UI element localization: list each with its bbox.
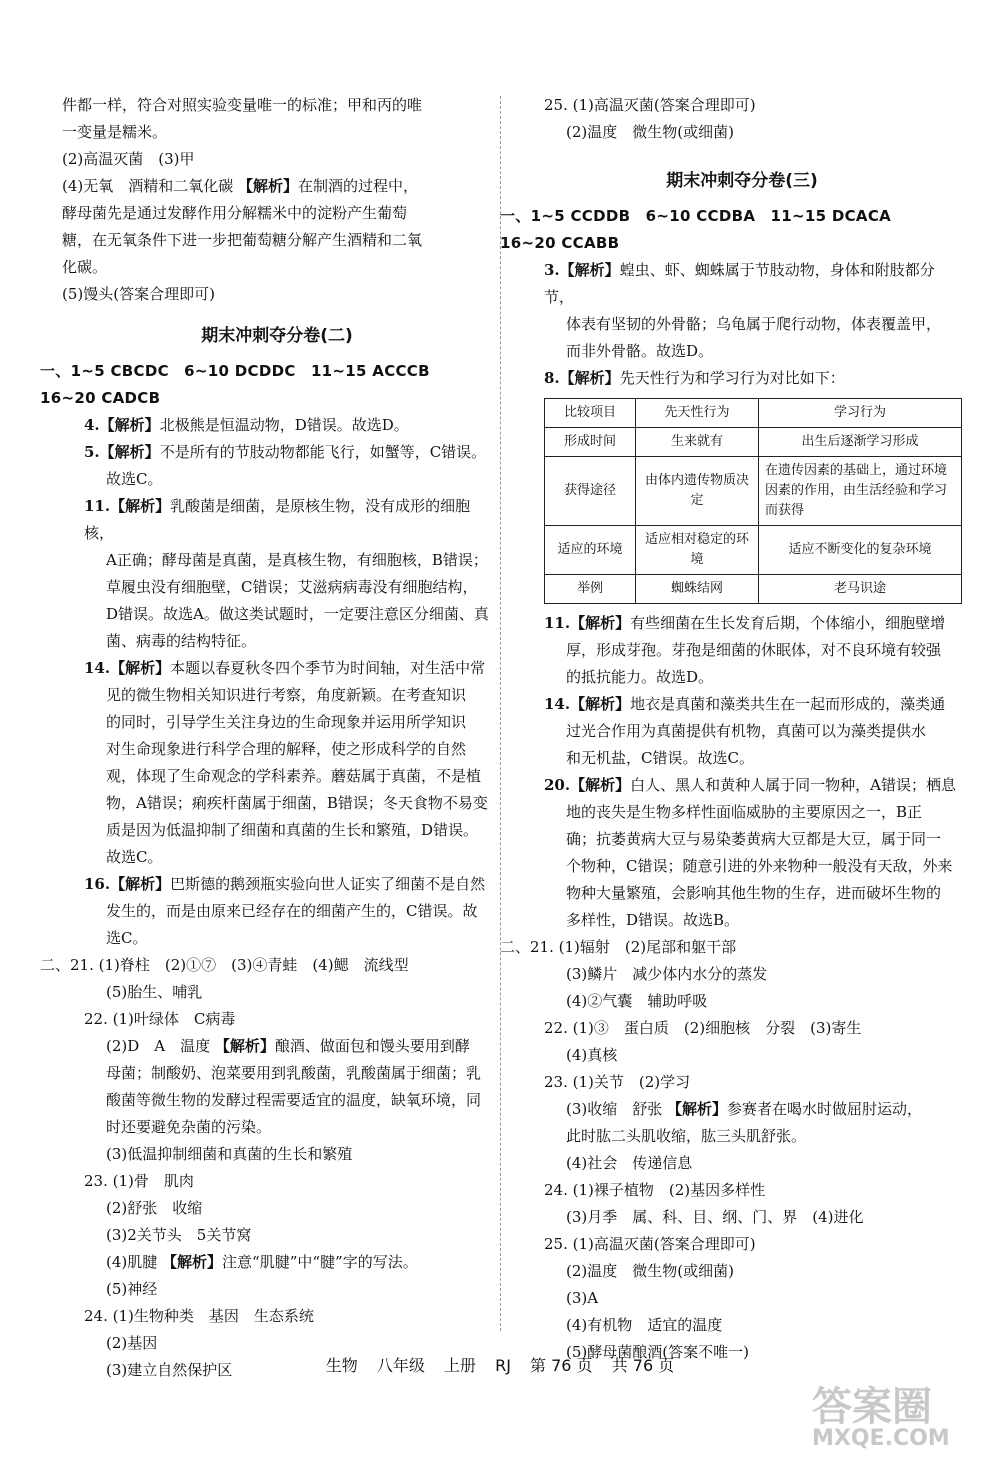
text-line: 化碳。 bbox=[62, 258, 108, 276]
table-cell: 获得途径 bbox=[545, 457, 636, 526]
text-line: 厚，形成芽孢。芽孢是细菌的休眠体，对不良环境有较强 bbox=[566, 641, 942, 659]
text-line: 时还要避免杂菌的污染。 bbox=[106, 1118, 272, 1136]
table-header: 学习行为 bbox=[759, 399, 962, 428]
text-line: (5)神经 bbox=[106, 1280, 158, 1298]
table-header: 比较项目 bbox=[545, 399, 636, 428]
answer-24: 24. (1)生物种类 基因 生态系统 bbox=[84, 1307, 314, 1325]
text-line: 的抵抗能力。故选D。 bbox=[566, 668, 714, 686]
text-line: 酸菌等微生物的发酵过程需要适宜的温度，缺氧环境，同 bbox=[106, 1091, 482, 1109]
table-cell: 老马识途 bbox=[759, 575, 962, 604]
text-line: (5)胎生、哺乳 bbox=[106, 983, 203, 1001]
table-row bbox=[545, 575, 962, 604]
text-line: 质是因为低温抑制了细菌和真菌的生长和繁殖，D错误。 bbox=[106, 821, 479, 839]
text-line: 而非外骨骼。故选D。 bbox=[566, 342, 714, 360]
watermark-url: MXQE.COM bbox=[812, 1426, 950, 1451]
text-line: (4)真核 bbox=[566, 1046, 618, 1064]
text-line: 地的丧失是生物多样性面临威胁的主要原因之一，B正 bbox=[566, 803, 923, 821]
text-line: (3)月季 属、科、目、纲、门、界 (4)进化 bbox=[566, 1208, 864, 1226]
answer-23: 23. (1)关节 (2)学习 bbox=[544, 1073, 691, 1091]
table-cell: 适应相对稳定的环境 bbox=[636, 526, 759, 575]
text-line: 故选C。 bbox=[106, 848, 163, 866]
table-cell: 在遗传因素的基础上，通过环境因素的作用，由生活经验和学习而获得 bbox=[759, 457, 962, 526]
text-line: (2)舒张 收缩 bbox=[106, 1199, 203, 1217]
text-line: 观，体现了生命观念的学科素养。蘑菇属于真菌，不是植 bbox=[106, 767, 482, 785]
text-line: 菌、病毒的结构特征。 bbox=[106, 632, 257, 650]
text-line: (4)有机物 适宜的温度 bbox=[566, 1316, 723, 1334]
comparison-table bbox=[544, 398, 962, 604]
answer-25: 25. (1)高温灭菌(答案合理即可) bbox=[544, 96, 756, 114]
footer-grade: 八年级 bbox=[376, 1356, 425, 1375]
text-line: (4)无氧 酒精和二氧化碳 【解析】在制酒的过程中， bbox=[62, 177, 419, 195]
answer-14: 14.【解析】地衣是真菌和藻类共生在一起而形成的，藻类通 bbox=[544, 695, 946, 713]
answer-25: 25. (1)高温灭菌(答案合理即可) bbox=[544, 1235, 756, 1253]
text-line: (5)馒头(答案合理即可) bbox=[62, 285, 215, 303]
text-line: 的同时，引导学生关注身边的生命现象并运用所学知识 bbox=[106, 713, 467, 731]
text-line: 体表有坚韧的外骨骼；乌龟属于爬行动物，体表覆盖甲， bbox=[566, 315, 942, 333]
analysis-tag: 【解析】 bbox=[238, 177, 299, 195]
right-column bbox=[500, 92, 962, 1366]
text-line: 酵母菌先是通过发酵作用分解糯米中的淀粉产生葡萄 bbox=[62, 204, 408, 222]
text-line: 此时肱二头肌收缩，肱三头肌舒张。 bbox=[566, 1127, 807, 1145]
answer-8: 8.【解析】先天性行为和学习行为对比如下： bbox=[544, 369, 845, 387]
text-line: 故选C。 bbox=[106, 470, 163, 488]
left-column bbox=[40, 92, 492, 1384]
text-line: (2)D A 温度 【解析】酿酒、做面包和馒头要用到酵 bbox=[106, 1037, 470, 1055]
text-line: (2)高温灭菌 (3)甲 bbox=[62, 150, 195, 168]
table-row bbox=[545, 526, 962, 575]
text-line: 多样性，D错误。故选B。 bbox=[566, 911, 740, 929]
text-line: 一变量是糯米。 bbox=[62, 123, 168, 141]
text-line: 个物种，C错误；随意引进的外来物种一般没有天敌，外来 bbox=[566, 857, 953, 875]
text-line: (2)基因 bbox=[106, 1334, 158, 1352]
text-line: D错误。故选A。做这类试题时，一定要注意区分细菌、真 bbox=[106, 605, 489, 623]
text-line: (3)A bbox=[566, 1289, 599, 1307]
page-footer bbox=[0, 1353, 1000, 1376]
watermark-text: 答案圈 bbox=[812, 1384, 932, 1430]
table-cell: 出生后逐渐学习形成 bbox=[759, 428, 962, 457]
answer-11: 11.【解析】有些细菌在生长发育后期，个体缩小，细胞壁增 bbox=[544, 614, 946, 632]
text-line: 物种大量繁殖，会影响其他生物的生存，进而破坏生物的 bbox=[566, 884, 942, 902]
answer-21: 二、21. (1)脊柱 (2)①⑦ (3)④青蛙 (4)鳃 流线型 bbox=[40, 956, 409, 974]
text-line: (5)酵母菌酿酒(答案不唯一) bbox=[566, 1343, 749, 1361]
answer-22: 22. (1)叶绿体 C病毒 bbox=[84, 1010, 236, 1028]
footer-edition: RJ bbox=[495, 1356, 511, 1375]
text-line: 和无机盐，C错误。故选C。 bbox=[566, 749, 754, 767]
table-row bbox=[545, 457, 962, 526]
text-line: (3)2关节头 5关节窝 bbox=[106, 1226, 252, 1244]
answer-11: 11.【解析】乳酸菌是细菌，是原核生物，没有成形的细胞核， bbox=[84, 497, 471, 542]
answer-20: 20.【解析】白人、黑人和黄种人属于同一物种，A错误；栖息 bbox=[544, 776, 956, 794]
column-divider bbox=[500, 96, 501, 1331]
text-line: (4)社会 传递信息 bbox=[566, 1154, 693, 1172]
choice-answers: 一、1~5 CCDDB 6~10 CCDBA 11~15 DCACA 16~20 CCABB bbox=[500, 207, 907, 252]
text-line: 草履虫没有细胞壁，C错误；艾滋病病毒没有细胞结构， bbox=[106, 578, 478, 596]
table-header: 先天性行为 bbox=[636, 399, 759, 428]
text-line: 确；抗萎黄病大豆与易染萎黄病大豆都是大豆，属于同一 bbox=[566, 830, 942, 848]
answer-4: 4.【解析】北极熊是恒温动物，D错误。故选D。 bbox=[84, 416, 409, 434]
text-line: 母菌；制酸奶、泡菜要用到乳酸菌，乳酸菌属于细菌；乳 bbox=[106, 1064, 482, 1082]
answer-24: 24. (1)裸子植物 (2)基因多样性 bbox=[544, 1181, 766, 1199]
section-title: 期末冲刺夺分卷(三) bbox=[666, 171, 818, 191]
answer-22: 22. (1)③ 蛋白质 (2)细胞核 分裂 (3)寄生 bbox=[544, 1019, 862, 1037]
text-line: (3)收缩 舒张 【解析】参赛者在喝水时做屈肘运动， bbox=[566, 1100, 923, 1118]
text-line: (2)温度 微生物(或细菌) bbox=[566, 123, 734, 141]
text-line: (4)②气囊 辅助呼吸 bbox=[566, 992, 708, 1010]
table-cell: 生来就有 bbox=[636, 428, 759, 457]
footer-total: 共 76 页 bbox=[611, 1356, 675, 1375]
table-cell: 形成时间 bbox=[545, 428, 636, 457]
text-line: 选C。 bbox=[106, 929, 148, 947]
text-line: (3)鳞片 减少体内水分的蒸发 bbox=[566, 965, 768, 983]
answer-3: 3.【解析】蝗虫、虾、蜘蛛属于节肢动物，身体和附肢都分节， bbox=[544, 261, 935, 306]
text-line: (3)低温抑制细菌和真菌的生长和繁殖 bbox=[106, 1145, 353, 1163]
footer-subject: 生物 bbox=[325, 1356, 358, 1375]
text-line: 见的微生物相关知识进行考察，角度新颖。在考查知识 bbox=[106, 686, 467, 704]
answer-21: 二、21. (1)辐射 (2)尾部和躯干部 bbox=[500, 938, 737, 956]
footer-page: 第 76 页 bbox=[530, 1356, 593, 1375]
table-cell: 由体内遗传物质决定 bbox=[636, 457, 759, 526]
text-line: 糖，在无氧条件下进一步把葡萄糖分解产生酒精和二氧 bbox=[62, 231, 423, 249]
watermark-logo bbox=[812, 1375, 982, 1453]
table-cell: 蜘蛛结网 bbox=[636, 575, 759, 604]
text-line: 过光合作用为真菌提供有机物，真菌可以为藻类提供水 bbox=[566, 722, 927, 740]
choice-answers: 一、1~5 CBCDC 6~10 DCDDC 11~15 ACCCB 16~20 CADCB bbox=[40, 362, 446, 407]
text-line: 发生的，而是由原来已经存在的细菌产生的，C错误。故 bbox=[106, 902, 478, 920]
text-line: 对生命现象进行科学合理的解释，使之形成科学的自然 bbox=[106, 740, 467, 758]
answer-23: 23. (1)骨 肌肉 bbox=[84, 1172, 194, 1190]
table-header-row bbox=[545, 399, 962, 428]
table-cell: 举例 bbox=[545, 575, 636, 604]
text-line: (3)建立自然保护区 bbox=[106, 1361, 233, 1379]
text-line: (4)肌腱 【解析】注意“肌腱”中“腱”字的写法。 bbox=[106, 1253, 418, 1271]
table-row bbox=[545, 428, 962, 457]
answer-16: 16.【解析】巴斯德的鹅颈瓶实验向世人证实了细菌不是自然 bbox=[84, 875, 486, 893]
answer-14: 14.【解析】本题以春夏秋冬四个季节为时间轴，对生活中常 bbox=[84, 659, 486, 677]
table-cell: 适应不断变化的复杂环境 bbox=[759, 526, 962, 575]
section-title: 期末冲刺夺分卷(二) bbox=[201, 326, 353, 346]
answer-5: 5.【解析】不是所有的节肢动物都能飞行，如蟹等，C错误。 bbox=[84, 443, 487, 461]
text-line: 件都一样，符合对照实验变量唯一的标准；甲和丙的唯 bbox=[62, 96, 423, 114]
table-cell: 适应的环境 bbox=[545, 526, 636, 575]
text-line: 物，A错误；痢疾杆菌属于细菌，B错误；冬天食物不易变 bbox=[106, 794, 488, 812]
text-line: A正确；酵母菌是真菌，是真核生物，有细胞核，B错误； bbox=[106, 551, 488, 569]
text-line: (2)温度 微生物(或细菌) bbox=[566, 1262, 734, 1280]
footer-volume: 上册 bbox=[443, 1356, 476, 1375]
